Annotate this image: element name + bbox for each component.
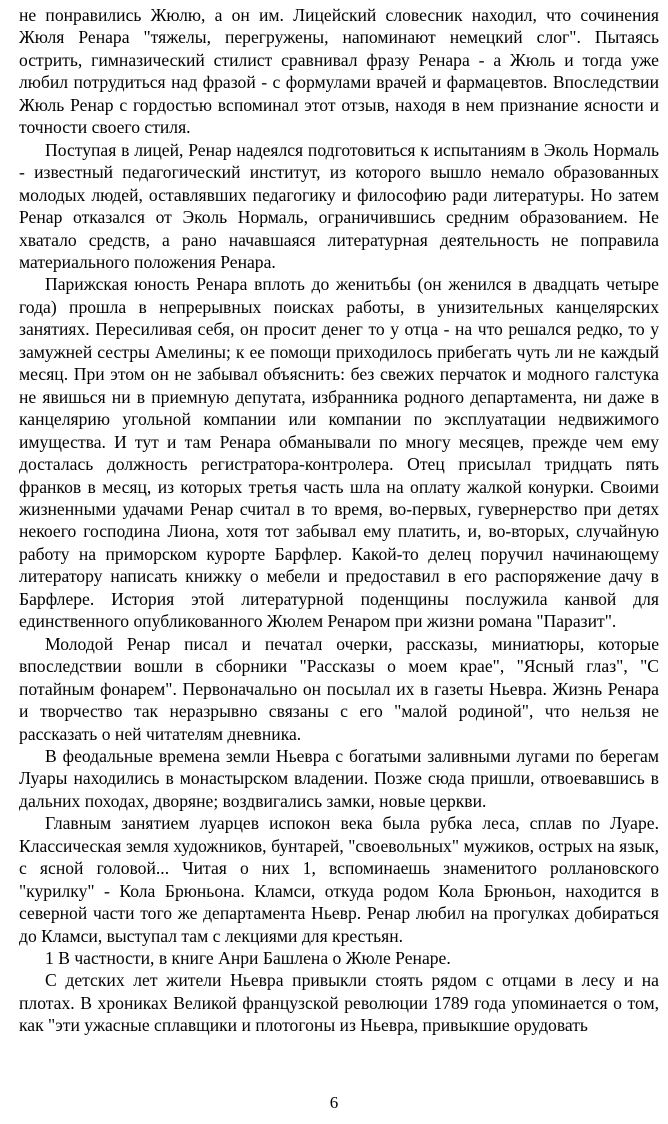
paragraph-early-writing: Молодой Ренар писал и печатал очерки, рассказы, миниатюры, которые впоследствии вошли в сборники "Рассказы о моем крае", "Ясный глаз", "С потайным фонарем". Первоначально он посылал их в газеты Ньевра. Жизнь Ренара и творчество так неразрывно связаны с его "малой родиной", что нельзя не рассказать о ней читателям дневника.: [19, 633, 659, 744]
paragraph-rafters: С детских лет жители Ньевра привыкли стоять рядом с отцами в лесу и на плотах. В хрониках Великой французской революции 1789 года упоминается о том, как "эти ужасные сплавщики и плотогоны из Ньевра, привыкшие орудовать: [19, 970, 659, 1036]
paragraph-lyceum: Поступая в лицей, Ренар надеялся подготовиться к испытаниям в Эколь Нормаль - известный педагогический институт, из которого вышло немало образованных молодых людей, оставлявших педагогику и философию ради литературы. Но затем Ренар отказался от Эколь Нормаль, ограничившись средним образованием. Не хватало средств, а рано начавшаяся литературная деятельность не поправила материального положения Ренара.: [19, 139, 659, 272]
paragraph-paris-youth: Парижская юность Ренара вплоть до женитьбы (он женился в двадцать четыре года) прошла в непрерывных поисках работы, в унизительных канцелярских занятиях. Пересиливая себя, он просит денег то у отца - на что решался редко, то у замужней сестры Амелины; к ее помощи приходилось прибегать чуть ли не каждый месяц. При этом он не забывал объяснить: без свежих перчаток и модного галстука не явишься ни в приемную депутата, избранника родного департамента, ни даже в канцелярию угольной компании или компании по эксплуатации недвижимого имущества. И тут и там Ренара обманывали по многу месяцев, прежде чем ему досталась должность регистратора-контролера. Отец присылал тридцать пять франков в месяц, из которых третья часть шла на оплату жалкой конурки. Своими жизненными удачами Ренар считал в то время, во-первых, гувернерство при детях некоего господина Лиона, хотя тот забывал ему платить, и, во-вторых, случайную работу на приморском курорте Барфлер. Какой-то делец поручил начинающему литератору написать книжку о мебели и предоставил в его распоряжение дачу в Барфлере. История этой литературной поденщины послужила канвой для единственного опубликованного Жюлем Ренаром при жизни романа "Паразит".: [19, 274, 659, 632]
paragraph-loire-people: Главным занятием луарцев испокон века была рубка леса, сплав по Луаре. Классическая земля художников, бунтарей, "своевольных" мужиков, острых на язык, с ясной головой... Читая о них 1, вспоминаешь знаменитого роллановского "курилку" - Кола Брюньона. Кламси, откуда родом Кола Брюньон, находится в северной части того же департамента Ньевр. Ренар любил на прогулках добираться до Кламси, выступал там с лекциями для крестьян.: [19, 813, 659, 946]
body-text: [19, 4, 659, 1037]
paragraph-continuation: не понравились Жюлю, а он им. Лицейский словесник находил, что сочинения Жюля Ренара "тяжелы, перегружены, напоминают немецкий слог". Пытаясь острить, гимназический стилист сравнивал фразу Ренара - а Жюль и тогда уже любил потрудиться над фразой - с формулами врачей и фармацевтов. Впоследствии Жюль Ренар с гордостью вспоминал этот отзыв, находя в нем признание ясности и точности своего стиля.: [19, 5, 659, 138]
footnote: 1 В частности, в книге Анри Башлена о Жюле Ренаре.: [45, 948, 451, 969]
paragraph-feudal-times: В феодальные времена земли Ньевра с богатыми заливными лугами по берегам Луары находились в монастырском владении. Позже сюда пришли, отвоевавшись в дальних походах, дворяне; воздвигались замки, новые церкви.: [19, 745, 659, 811]
page-number: 6: [329, 1093, 339, 1112]
